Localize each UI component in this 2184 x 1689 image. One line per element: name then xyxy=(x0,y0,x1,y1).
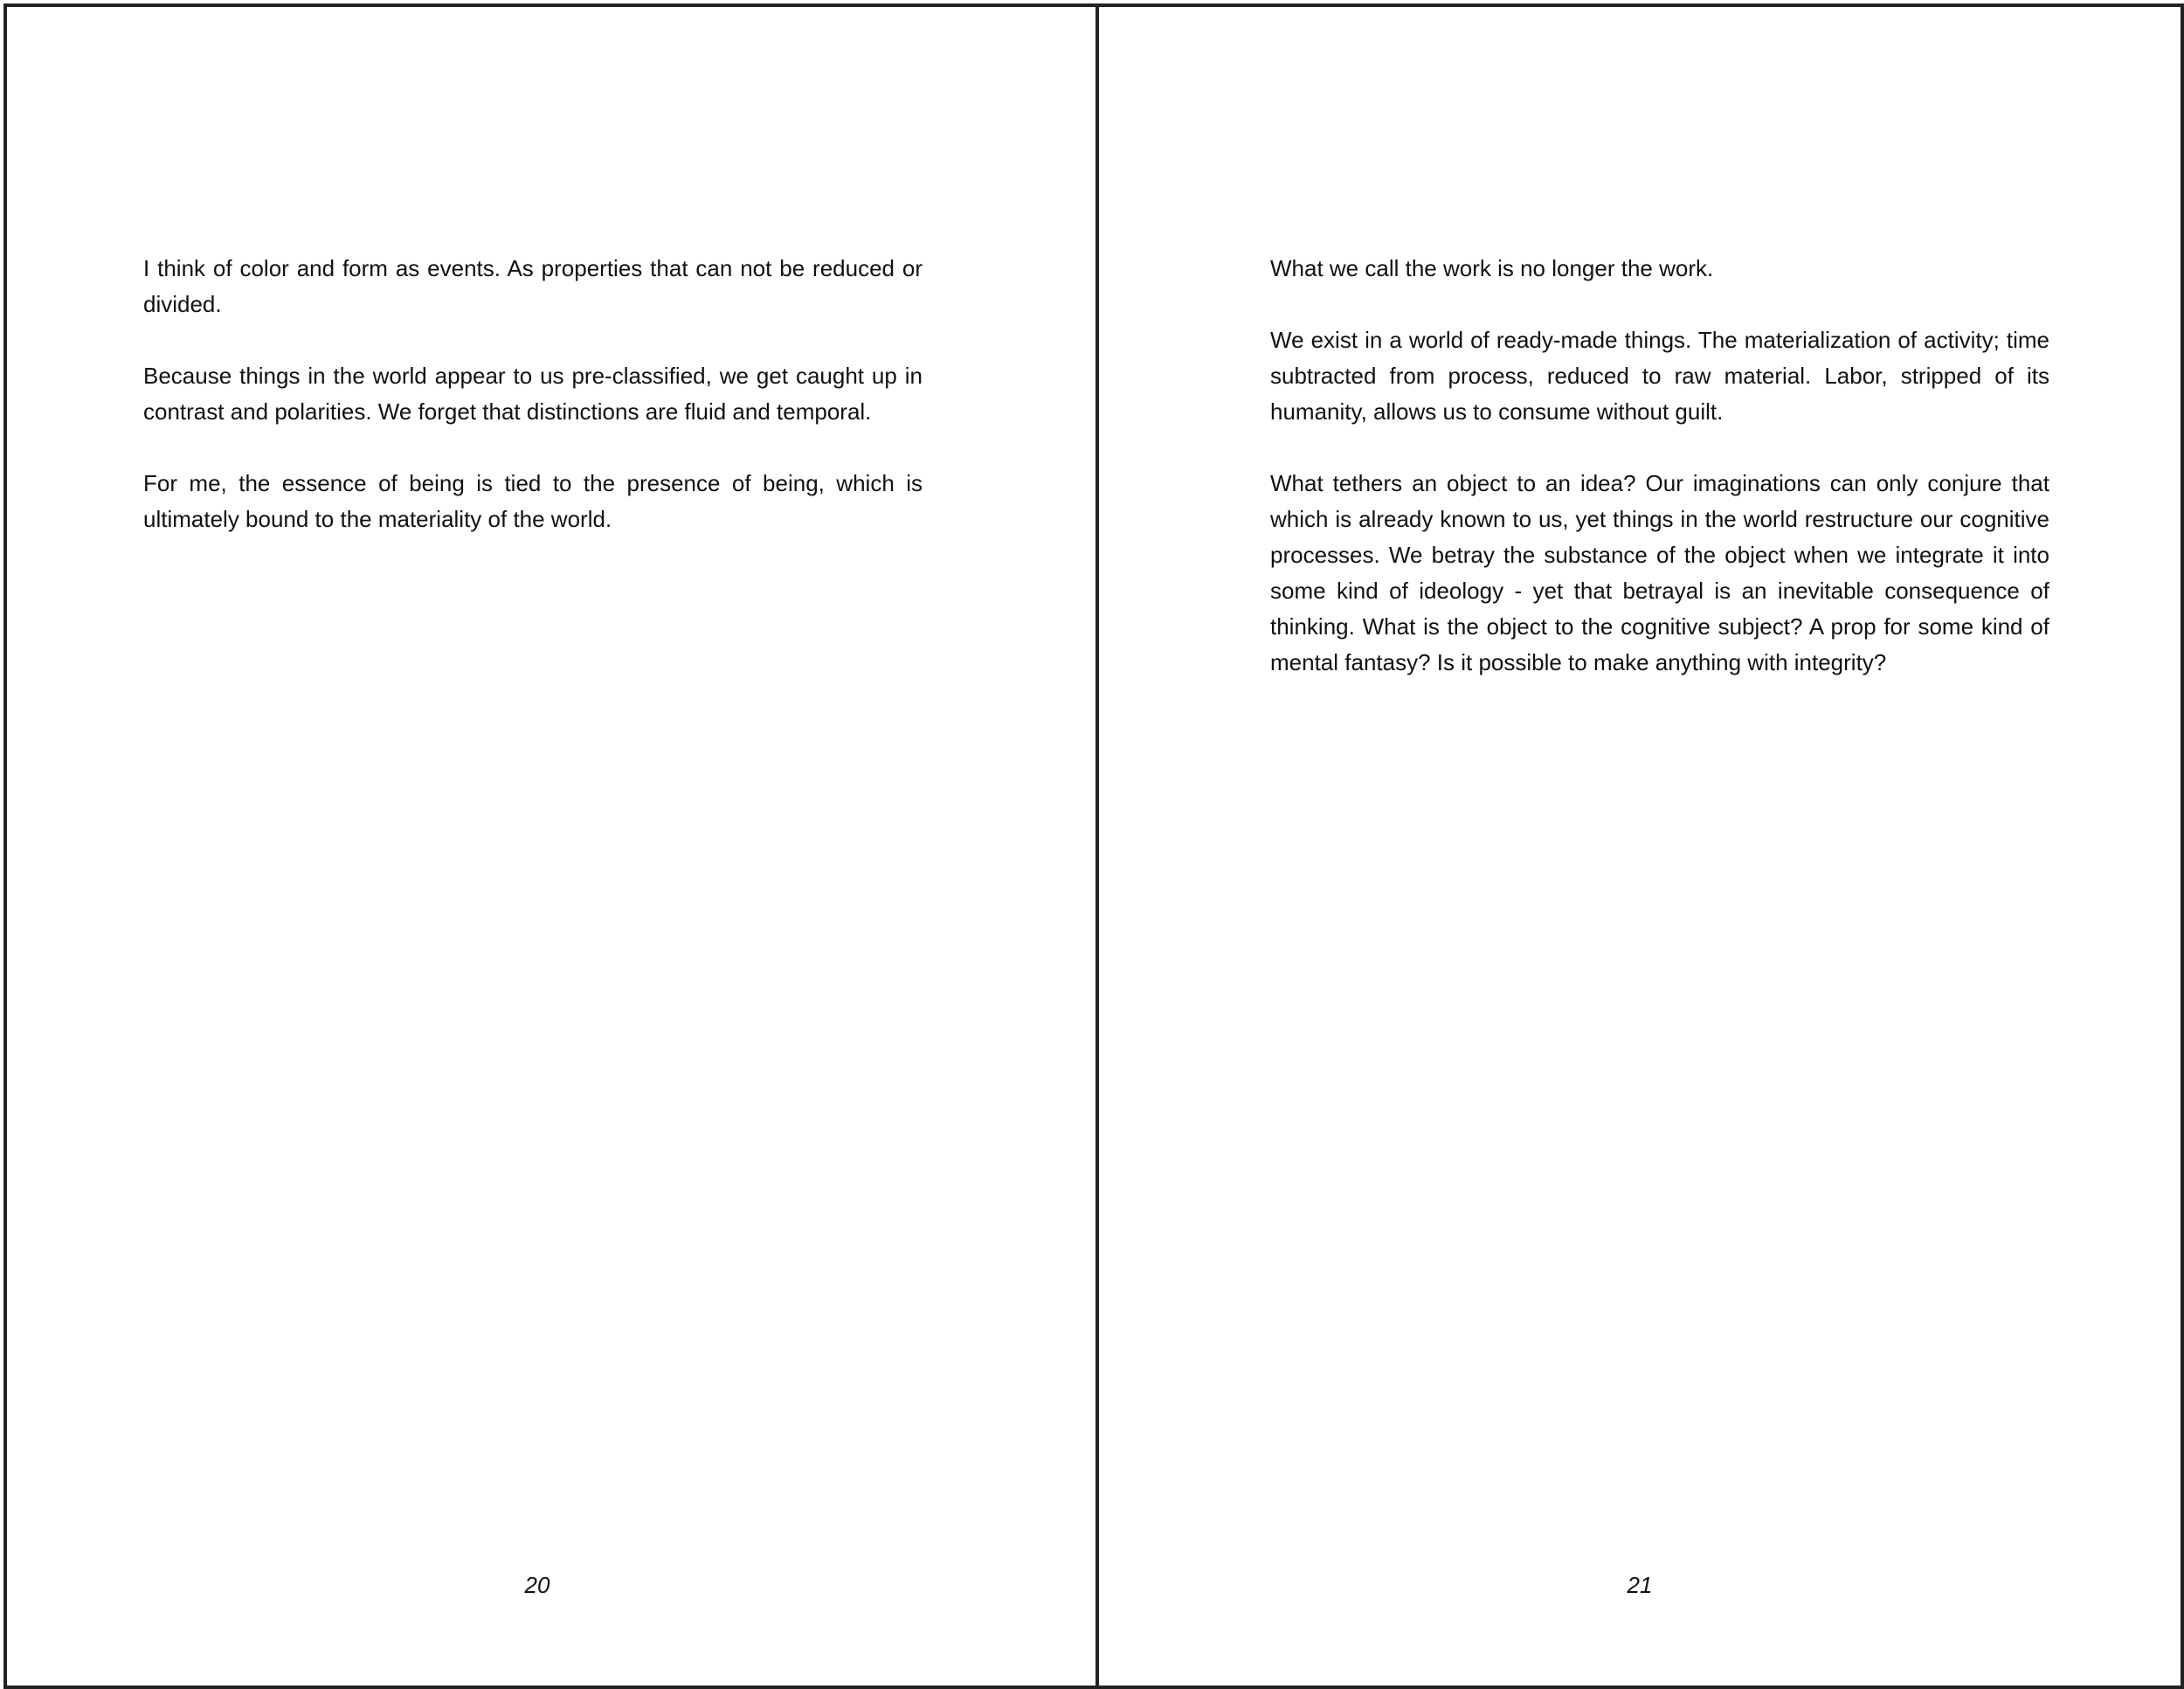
book-spread xyxy=(3,3,2184,1689)
page-number: 21 xyxy=(1627,1572,1653,1598)
left-page-text xyxy=(143,251,923,573)
paragraph: What we call the work is no longer the work. xyxy=(1270,255,1714,281)
paragraph: I think of color and form as events. As properties that can not be reduced or divided. xyxy=(143,255,923,317)
right-page xyxy=(1099,7,2181,1686)
paragraph: Because things in the world appear to us pre-classified, we get caught up in contrast and polarities. We forget that distinctions are fluid and temporal. xyxy=(143,363,923,425)
page-number: 20 xyxy=(524,1572,550,1598)
paragraph: For me, the essence of being is tied to the presence of being, which is ultimately bound to the materiality of the world. xyxy=(143,470,923,532)
left-page xyxy=(7,7,1095,1686)
paragraph: What tethers an object to an idea? Our imaginations can only conjure that which is already known to us, yet things in the world restructure our cognitive processes. We betray the substance of the object when we integrate it into some kind of ideology - yet that betrayal is an inevitable consequence of thinking. What is the object to the cognitive subject? A prop for some kind of mental fantasy? Is it possible to make anything with integrity? xyxy=(1270,470,2049,675)
paragraph: We exist in a world of ready-made things. The materialization of activity; time subtracted from process, reduced to raw material. Labor, stripped of its humanity, allows us to consume without guilt. xyxy=(1270,327,2049,425)
right-page-text xyxy=(1270,251,2049,716)
